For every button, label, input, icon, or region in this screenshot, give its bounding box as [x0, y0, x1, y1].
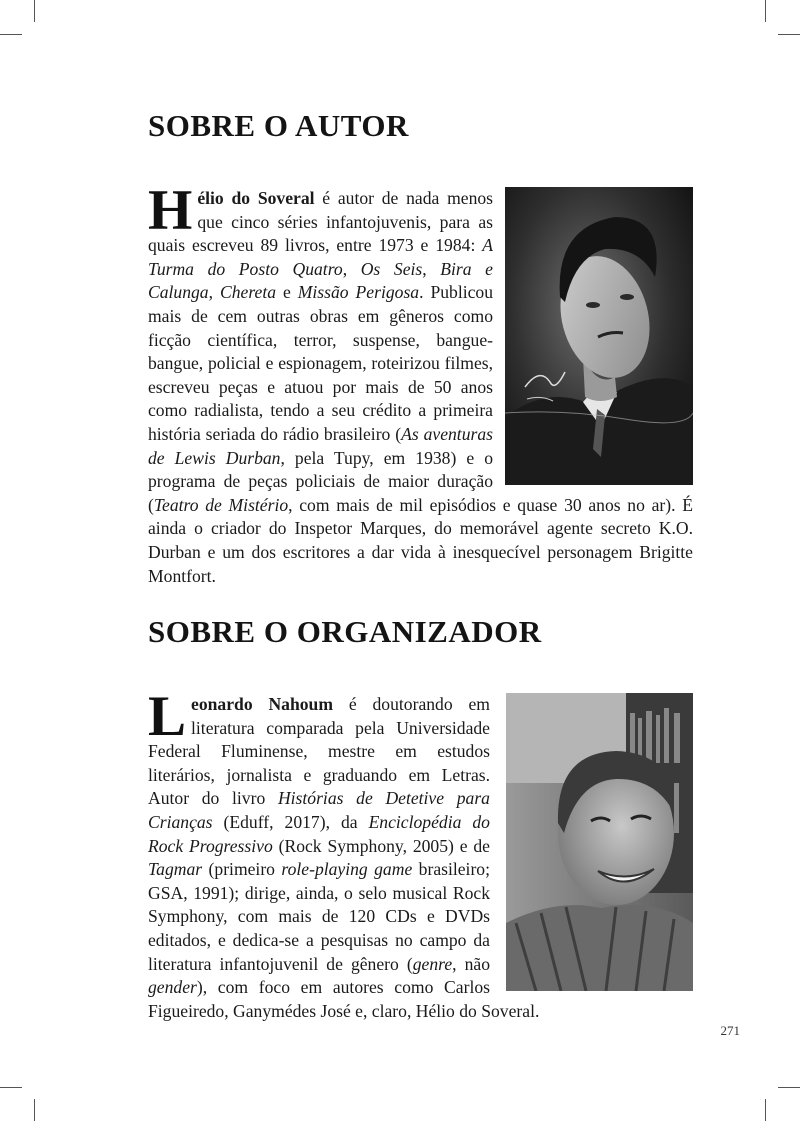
crop-mark [0, 1087, 22, 1088]
organizer-bio-text: é doutorando em literatura comparada pela Universidade Federal Fluminense, mestre em estudos literários, jornalista e graduando em Letras. Autor do livro [148, 694, 490, 809]
organizer-bio [148, 685, 693, 1023]
organizer-section [148, 614, 693, 1023]
series-title: A Turma do Posto Quatro [148, 235, 493, 279]
author-section [148, 108, 693, 588]
crop-mark [34, 0, 35, 22]
author-bio-text: , [342, 258, 361, 279]
organizer-heading: SOBRE O ORGANIZADOR [148, 614, 542, 649]
organizer-portrait-image [506, 693, 693, 991]
book-title: Histórias de Detetive para Crianças [148, 788, 490, 832]
series-title: Chereta [219, 282, 277, 303]
crop-mark [34, 1099, 35, 1121]
organizer-photo [506, 693, 693, 991]
author-bio [148, 179, 693, 588]
author-photo [505, 187, 693, 485]
author-bio-text: e [276, 282, 298, 303]
series-title: Os Seis [360, 258, 423, 279]
author-name: élio do Soveral [197, 188, 315, 208]
organizer-dropcap: L [148, 685, 187, 748]
organizer-name: eonardo Nahoum [191, 694, 333, 714]
author-bio-text: , [422, 258, 441, 279]
author-portrait-image [505, 187, 693, 485]
organizer-bio-text: ), com foco em autores como Carlos Figueiredo, Ganymédes José e, claro, Hélio do Soveral. [148, 977, 540, 1021]
crop-mark [765, 0, 766, 22]
author-bio-text: . Publicou mais de cem outras obras em gêneros como ficção científica, terror, suspense, bangue-bangue, policial e espionagem, roteirizou filmes, escreveu peças e atuou por mais de 50 anos como radialista, tendo a seu crédito a primeira história seriada do rádio brasileiro ( [148, 282, 494, 444]
page-number: 271 [720, 1023, 740, 1038]
crop-mark [778, 34, 800, 35]
author-bio-text: , com mais de mil episódios e quase 30 anos no ar). É ainda o criador do Inspetor Marques, do memorável agente secreto K.O. Durban e um dos escritores a dar vida à inesquecível personagem Brigitte Montfort. [148, 494, 693, 586]
radio-program-title: Teatro de Mistério [153, 494, 289, 515]
series-title: Bira e Calunga [148, 258, 493, 303]
radio-series-title: As aventuras de Lewis Durban [148, 423, 493, 468]
crop-mark [765, 1099, 766, 1121]
genre-term: role-playing game [281, 859, 413, 880]
organizer-bio-text: (primeiro [202, 859, 282, 880]
organizer-bio-text: , não [452, 953, 490, 974]
author-dropcap: H [148, 179, 193, 242]
organizer-bio-text: brasileiro; GSA, 1991); dirige, ainda, o selo musical Rock Symphony, com mais de 120 CDs e DVDs editados, e dedica-se a pesquisas no campo da literatura infantojuvenil de gênero ( [148, 859, 490, 974]
crop-mark [0, 34, 22, 35]
organizer-bio-text: (Rock Symphony, 2005) e de [272, 835, 490, 856]
author-heading: SOBRE O AUTOR [148, 108, 409, 143]
game-title: Tagmar [148, 859, 203, 880]
term-gender: gender [148, 977, 197, 998]
organizer-bio-text: (Eduff, 2017), da [212, 811, 369, 832]
crop-mark [778, 1087, 800, 1088]
author-bio-text: , pela Tupy, em 1938) e o programa de peças policiais de maior duração ( [148, 447, 493, 515]
book-title: Enciclopédia do Rock Progressivo [148, 811, 490, 856]
term-genre: genre [412, 953, 453, 974]
author-bio-text: é autor de nada menos que cinco séries infantojuvenis, para as quais escreveu 89 livros, entre 1973 e 1984: [148, 188, 494, 256]
author-bio-text: , [208, 282, 220, 303]
series-title: Missão Perigosa [297, 282, 420, 303]
